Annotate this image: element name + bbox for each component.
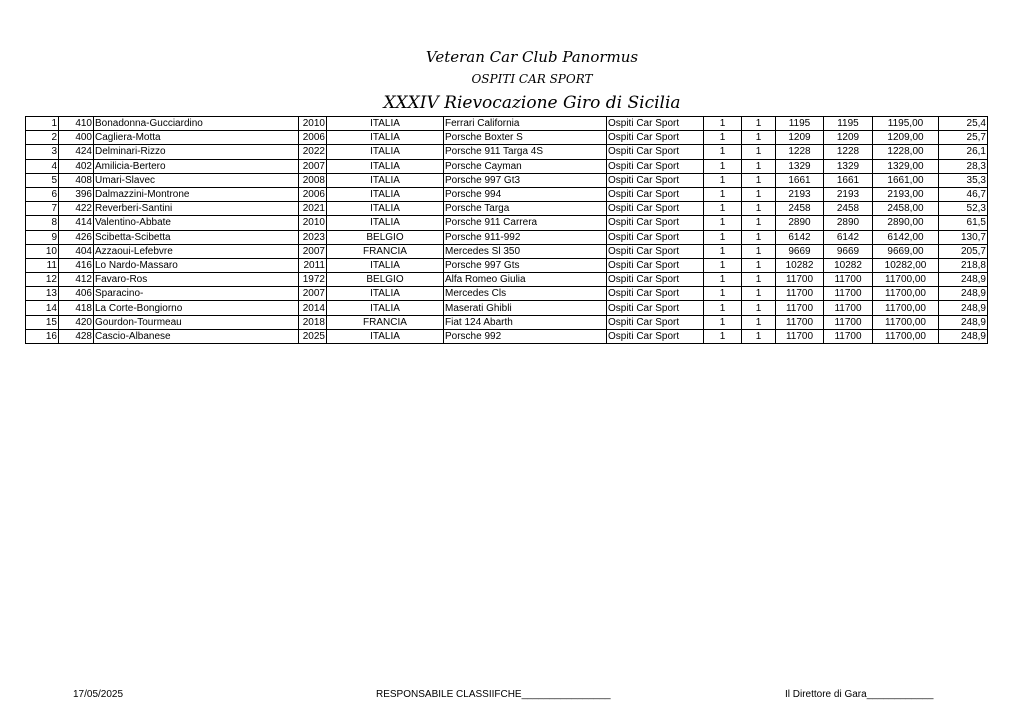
cell-total: 2458,00 <box>873 202 939 216</box>
cell-year: 2006 <box>299 187 327 201</box>
cell-total: 1228,00 <box>873 145 939 159</box>
cell-pos: 16 <box>26 329 59 343</box>
cell-crew: Scibetta-Scibetta <box>94 230 299 244</box>
cell-c1: 1 <box>704 159 742 173</box>
cell-total: 11700,00 <box>873 287 939 301</box>
cell-number: 426 <box>59 230 94 244</box>
cell-c2: 1 <box>742 244 776 258</box>
cell-number: 402 <box>59 159 94 173</box>
cell-class: Ospiti Car Sport <box>607 230 704 244</box>
cell-total: 6142,00 <box>873 230 939 244</box>
cell-crew: La Corte-Bongiorno <box>94 301 299 315</box>
cell-ratio: 248,9 <box>939 287 988 301</box>
cell-c1: 1 <box>704 202 742 216</box>
cell-nation: ITALIA <box>327 145 444 159</box>
cell-v2: 10282 <box>824 258 873 272</box>
cell-v2: 2458 <box>824 202 873 216</box>
cell-v2: 11700 <box>824 329 873 343</box>
cell-v1: 1209 <box>776 131 824 145</box>
cell-c1: 1 <box>704 230 742 244</box>
cell-car: Porsche 994 <box>444 187 607 201</box>
cell-pos: 10 <box>26 244 59 258</box>
cell-v2: 11700 <box>824 301 873 315</box>
cell-v1: 2458 <box>776 202 824 216</box>
table-row <box>26 131 988 145</box>
cell-year: 2007 <box>299 159 327 173</box>
cell-number: 418 <box>59 301 94 315</box>
cell-car: Porsche Cayman <box>444 159 607 173</box>
cell-v2: 6142 <box>824 230 873 244</box>
cell-total: 1661,00 <box>873 173 939 187</box>
cell-pos: 8 <box>26 216 59 230</box>
cell-ratio: 61,5 <box>939 216 988 230</box>
cell-class: Ospiti Car Sport <box>607 131 704 145</box>
cell-v1: 1661 <box>776 173 824 187</box>
cell-ratio: 35,3 <box>939 173 988 187</box>
cell-year: 2010 <box>299 117 327 131</box>
table-row <box>26 117 988 131</box>
cell-car: Porsche 911 Targa 4S <box>444 145 607 159</box>
cell-pos: 4 <box>26 159 59 173</box>
cell-number: 420 <box>59 315 94 329</box>
cell-c1: 1 <box>704 315 742 329</box>
cell-class: Ospiti Car Sport <box>607 301 704 315</box>
cell-crew: Umari-Slavec <box>94 173 299 187</box>
cell-class: Ospiti Car Sport <box>607 329 704 343</box>
event-title: XXXIV Rievocazione Giro di Sicilia <box>383 93 681 113</box>
cell-c1: 1 <box>704 173 742 187</box>
cell-ratio: 25,4 <box>939 117 988 131</box>
cell-v1: 11700 <box>776 329 824 343</box>
cell-v2: 2193 <box>824 187 873 201</box>
cell-pos: 6 <box>26 187 59 201</box>
cell-c1: 1 <box>704 244 742 258</box>
cell-class: Ospiti Car Sport <box>607 117 704 131</box>
cell-v2: 1661 <box>824 173 873 187</box>
cell-number: 408 <box>59 173 94 187</box>
cell-nation: BELGIO <box>327 273 444 287</box>
footer-date: 17/05/2025 <box>73 689 124 700</box>
cell-ratio: 46,7 <box>939 187 988 201</box>
cell-crew: Favaro-Ros <box>94 273 299 287</box>
table-row <box>26 216 988 230</box>
cell-nation: ITALIA <box>327 258 444 272</box>
cell-v2: 1195 <box>824 117 873 131</box>
cell-year: 2014 <box>299 301 327 315</box>
cell-v1: 1329 <box>776 159 824 173</box>
table-row <box>26 258 988 272</box>
cell-c1: 1 <box>704 329 742 343</box>
cell-c1: 1 <box>704 131 742 145</box>
cell-crew: Reverberi-Santini <box>94 202 299 216</box>
cell-nation: FRANCIA <box>327 244 444 258</box>
cell-c1: 1 <box>704 258 742 272</box>
cell-v2: 1228 <box>824 145 873 159</box>
cell-number: 428 <box>59 329 94 343</box>
cell-ratio: 26,1 <box>939 145 988 159</box>
cell-car: Mercedes Sl 350 <box>444 244 607 258</box>
table-row <box>26 159 988 173</box>
cell-nation: ITALIA <box>327 131 444 145</box>
cell-c2: 1 <box>742 230 776 244</box>
cell-crew: Bonadonna-Gucciardino <box>94 117 299 131</box>
cell-total: 1195,00 <box>873 117 939 131</box>
cell-crew: Delminari-Rizzo <box>94 145 299 159</box>
cell-year: 2010 <box>299 216 327 230</box>
cell-crew: Azzaoui-Lefebvre <box>94 244 299 258</box>
cell-car: Mercedes Cls <box>444 287 607 301</box>
cell-v2: 11700 <box>824 273 873 287</box>
cell-crew: Valentino-Abbate <box>94 216 299 230</box>
cell-crew: Gourdon-Tourmeau <box>94 315 299 329</box>
table-row <box>26 244 988 258</box>
cell-nation: ITALIA <box>327 287 444 301</box>
cell-c2: 1 <box>742 117 776 131</box>
cell-car: Alfa Romeo Giulia <box>444 273 607 287</box>
cell-v1: 6142 <box>776 230 824 244</box>
cell-c1: 1 <box>704 287 742 301</box>
cell-v2: 9669 <box>824 244 873 258</box>
table-row <box>26 173 988 187</box>
cell-class: Ospiti Car Sport <box>607 173 704 187</box>
cell-c1: 1 <box>704 117 742 131</box>
cell-nation: ITALIA <box>327 159 444 173</box>
cell-total: 11700,00 <box>873 301 939 315</box>
cell-pos: 13 <box>26 287 59 301</box>
cell-class: Ospiti Car Sport <box>607 258 704 272</box>
cell-year: 2018 <box>299 315 327 329</box>
cell-crew: Lo Nardo-Massaro <box>94 258 299 272</box>
cell-ratio: 130,7 <box>939 230 988 244</box>
cell-total: 2890,00 <box>873 216 939 230</box>
cell-number: 406 <box>59 287 94 301</box>
cell-pos: 15 <box>26 315 59 329</box>
cell-total: 11700,00 <box>873 315 939 329</box>
cell-nation: ITALIA <box>327 329 444 343</box>
cell-v1: 1228 <box>776 145 824 159</box>
cell-c1: 1 <box>704 273 742 287</box>
cell-ratio: 248,9 <box>939 301 988 315</box>
cell-pos: 12 <box>26 273 59 287</box>
cell-v1: 1195 <box>776 117 824 131</box>
cell-number: 424 <box>59 145 94 159</box>
cell-year: 2011 <box>299 258 327 272</box>
table-row <box>26 315 988 329</box>
cell-total: 9669,00 <box>873 244 939 258</box>
cell-c2: 1 <box>742 159 776 173</box>
table-row <box>26 145 988 159</box>
table-row <box>26 301 988 315</box>
cell-pos: 9 <box>26 230 59 244</box>
cell-class: Ospiti Car Sport <box>607 315 704 329</box>
cell-car: Ferrari California <box>444 117 607 131</box>
cell-v1: 11700 <box>776 301 824 315</box>
cell-class: Ospiti Car Sport <box>607 273 704 287</box>
cell-c1: 1 <box>704 216 742 230</box>
cell-c2: 1 <box>742 131 776 145</box>
cell-v1: 2890 <box>776 216 824 230</box>
cell-class: Ospiti Car Sport <box>607 202 704 216</box>
cell-c2: 1 <box>742 315 776 329</box>
cell-c1: 1 <box>704 145 742 159</box>
cell-ratio: 218,8 <box>939 258 988 272</box>
cell-crew: Sparacino- <box>94 287 299 301</box>
cell-c2: 1 <box>742 216 776 230</box>
footer-direttore: Il Direttore di Gara____________ <box>785 689 934 700</box>
cell-nation: ITALIA <box>327 117 444 131</box>
table-row <box>26 273 988 287</box>
cell-v2: 11700 <box>824 287 873 301</box>
cell-ratio: 28,3 <box>939 159 988 173</box>
cell-c2: 1 <box>742 301 776 315</box>
cell-c2: 1 <box>742 329 776 343</box>
cell-ratio: 248,9 <box>939 315 988 329</box>
cell-pos: 14 <box>26 301 59 315</box>
cell-number: 412 <box>59 273 94 287</box>
cell-nation: ITALIA <box>327 301 444 315</box>
cell-car: Fiat 124 Abarth <box>444 315 607 329</box>
category-title: OSPITI CAR SPORT <box>471 72 593 86</box>
cell-total: 11700,00 <box>873 273 939 287</box>
cell-v1: 2193 <box>776 187 824 201</box>
table-row <box>26 329 988 343</box>
footer-responsabile: RESPONSABILE CLASSIIFCHE________________ <box>376 689 611 700</box>
cell-pos: 11 <box>26 258 59 272</box>
cell-number: 396 <box>59 187 94 201</box>
cell-c2: 1 <box>742 187 776 201</box>
cell-pos: 1 <box>26 117 59 131</box>
cell-crew: Cascio-Albanese <box>94 329 299 343</box>
cell-year: 2007 <box>299 287 327 301</box>
cell-v2: 1329 <box>824 159 873 173</box>
cell-total: 10282,00 <box>873 258 939 272</box>
cell-total: 1209,00 <box>873 131 939 145</box>
cell-c2: 1 <box>742 173 776 187</box>
cell-c1: 1 <box>704 187 742 201</box>
cell-number: 422 <box>59 202 94 216</box>
cell-class: Ospiti Car Sport <box>607 244 704 258</box>
cell-v1: 11700 <box>776 287 824 301</box>
cell-year: 2008 <box>299 173 327 187</box>
cell-v1: 9669 <box>776 244 824 258</box>
cell-total: 11700,00 <box>873 329 939 343</box>
cell-car: Porsche 997 Gt3 <box>444 173 607 187</box>
results-table <box>25 116 988 344</box>
cell-pos: 3 <box>26 145 59 159</box>
cell-c2: 1 <box>742 273 776 287</box>
table-row <box>26 230 988 244</box>
cell-class: Ospiti Car Sport <box>607 216 704 230</box>
cell-ratio: 52,3 <box>939 202 988 216</box>
cell-ratio: 248,9 <box>939 273 988 287</box>
cell-v2: 11700 <box>824 315 873 329</box>
cell-v2: 1209 <box>824 131 873 145</box>
cell-v1: 10282 <box>776 258 824 272</box>
cell-nation: ITALIA <box>327 187 444 201</box>
cell-c2: 1 <box>742 145 776 159</box>
cell-year: 2006 <box>299 131 327 145</box>
cell-c1: 1 <box>704 301 742 315</box>
table-row <box>26 187 988 201</box>
cell-year: 2022 <box>299 145 327 159</box>
cell-pos: 5 <box>26 173 59 187</box>
cell-number: 414 <box>59 216 94 230</box>
cell-c2: 1 <box>742 202 776 216</box>
cell-class: Ospiti Car Sport <box>607 159 704 173</box>
cell-car: Porsche 992 <box>444 329 607 343</box>
cell-number: 404 <box>59 244 94 258</box>
cell-nation: ITALIA <box>327 202 444 216</box>
cell-nation: ITALIA <box>327 216 444 230</box>
cell-number: 410 <box>59 117 94 131</box>
cell-year: 2023 <box>299 230 327 244</box>
cell-ratio: 248,9 <box>939 329 988 343</box>
cell-crew: Cagliera-Motta <box>94 131 299 145</box>
cell-total: 1329,00 <box>873 159 939 173</box>
cell-pos: 2 <box>26 131 59 145</box>
cell-number: 400 <box>59 131 94 145</box>
cell-class: Ospiti Car Sport <box>607 145 704 159</box>
cell-car: Porsche Targa <box>444 202 607 216</box>
cell-car: Porsche 997 Gts <box>444 258 607 272</box>
cell-car: Porsche 911 Carrera <box>444 216 607 230</box>
cell-nation: BELGIO <box>327 230 444 244</box>
cell-year: 2021 <box>299 202 327 216</box>
club-title: Veteran Car Club Panormus <box>425 48 639 66</box>
cell-c2: 1 <box>742 258 776 272</box>
cell-class: Ospiti Car Sport <box>607 187 704 201</box>
cell-total: 2193,00 <box>873 187 939 201</box>
cell-pos: 7 <box>26 202 59 216</box>
cell-crew: Amilicia-Bertero <box>94 159 299 173</box>
cell-v2: 2890 <box>824 216 873 230</box>
table-row <box>26 202 988 216</box>
cell-year: 2025 <box>299 329 327 343</box>
cell-v1: 11700 <box>776 273 824 287</box>
cell-car: Porsche Boxter S <box>444 131 607 145</box>
cell-car: Maserati Ghibli <box>444 301 607 315</box>
cell-c2: 1 <box>742 287 776 301</box>
cell-year: 1972 <box>299 273 327 287</box>
cell-ratio: 205,7 <box>939 244 988 258</box>
cell-number: 416 <box>59 258 94 272</box>
cell-crew: Dalmazzini-Montrone <box>94 187 299 201</box>
cell-nation: FRANCIA <box>327 315 444 329</box>
cell-ratio: 25,7 <box>939 131 988 145</box>
cell-v1: 11700 <box>776 315 824 329</box>
table-row <box>26 287 988 301</box>
cell-nation: ITALIA <box>327 173 444 187</box>
cell-class: Ospiti Car Sport <box>607 287 704 301</box>
cell-car: Porsche 911-992 <box>444 230 607 244</box>
cell-year: 2007 <box>299 244 327 258</box>
